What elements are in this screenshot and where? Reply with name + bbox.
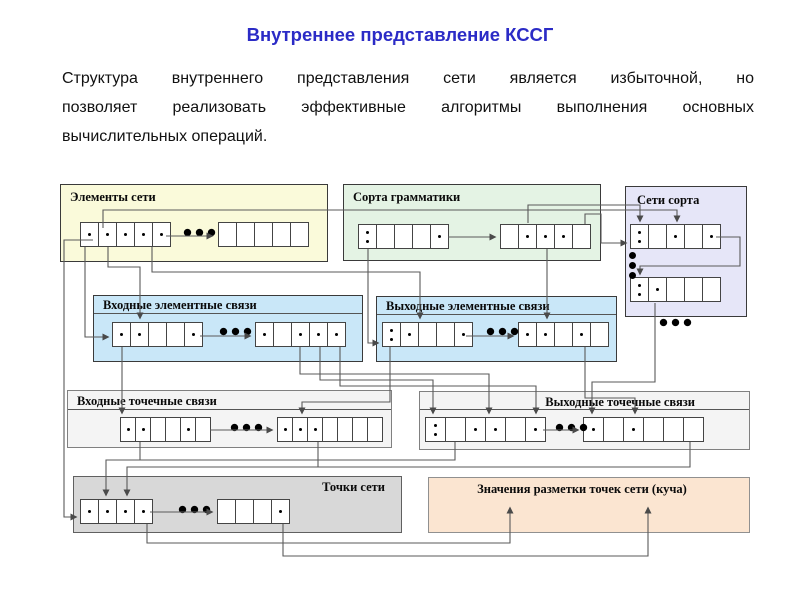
cell-array [120,417,211,442]
memory-cell [291,322,310,347]
memory-cell [666,224,685,249]
memory-cell [418,322,437,347]
memory-cell [180,417,196,442]
memory-cell [255,322,274,347]
memory-cell [271,499,290,524]
memory-cell [572,322,591,347]
memory-cell [518,224,537,249]
body-line: вычислительных операций. [62,128,268,145]
memory-cell [337,417,353,442]
label-separator [68,409,391,410]
memory-cell [663,417,684,442]
box-label: Выходные точечные связи [545,395,695,409]
memory-cell [217,499,236,524]
memory-cell [536,224,555,249]
memory-cell [505,417,526,442]
memory-cell [254,222,273,247]
memory-cell [80,499,99,524]
memory-cell [436,322,455,347]
memory-cell [134,222,153,247]
memory-cell [554,322,573,347]
memory-cell [666,277,685,302]
cell-array [630,224,721,249]
memory-cell [272,222,291,247]
memory-cell [367,417,383,442]
memory-cell [412,224,431,249]
memory-cell [683,417,704,442]
cell-array [518,322,609,347]
memory-cell [218,222,237,247]
memory-cell [358,224,377,249]
memory-cell [116,499,135,524]
box-label: Сорта грамматики [353,190,461,204]
memory-cell [290,222,309,247]
cell-array [80,222,171,247]
slide-body-text [62,64,754,151]
memory-cell [684,224,703,249]
memory-cell [112,322,131,347]
memory-cell [554,224,573,249]
memory-cell [150,417,166,442]
body-line: позволяет реализовать эффективные алгоритмы выполнения основных [62,99,754,116]
memory-cell [327,322,346,347]
memory-cell [425,417,446,442]
memory-cell [236,222,255,247]
memory-cell [623,417,644,442]
memory-cell [465,417,486,442]
memory-cell [394,224,413,249]
cell-array [277,417,383,442]
memory-cell [98,499,117,524]
cell-array [218,222,309,247]
cell-array [425,417,546,442]
cell-array [80,499,153,524]
ellipsis-dots [486,327,519,336]
memory-cell [120,417,136,442]
ellipsis-dots [183,228,216,237]
memory-cell [572,224,591,249]
memory-cell [648,277,667,302]
box-label: Точки сети [322,480,385,494]
ellipsis-dots [230,423,263,432]
memory-cell [235,499,254,524]
memory-cell [630,224,649,249]
ellipsis-dots [659,318,692,327]
memory-cell [485,417,506,442]
vertical-ellipsis-dots [628,251,637,281]
ellipsis-dots [178,505,211,514]
memory-cell [400,322,419,347]
memory-cell [273,322,292,347]
memory-cell [292,417,308,442]
memory-cell [454,322,473,347]
memory-cell [382,322,401,347]
memory-cell [376,224,395,249]
box-label: Входные элементные связи [103,298,257,312]
memory-cell [445,417,466,442]
memory-cell [702,277,721,302]
memory-cell [134,499,153,524]
memory-cell [500,224,519,249]
memory-cell [166,322,185,347]
memory-cell [253,499,272,524]
box-label: Входные точечные связи [77,394,217,408]
memory-cell [536,322,555,347]
memory-cell [643,417,664,442]
memory-cell [277,417,293,442]
memory-cell [518,322,537,347]
cell-array [583,417,704,442]
memory-cell [648,224,667,249]
memory-cell [352,417,368,442]
memory-cell [184,322,203,347]
cell-array [112,322,203,347]
memory-cell [165,417,181,442]
ellipsis-dots [555,423,588,432]
memory-cell [430,224,449,249]
memory-cell [525,417,546,442]
cell-array [358,224,449,249]
memory-cell [684,277,703,302]
cell-array [630,277,721,302]
box-label: Сети сорта [637,193,700,207]
body-line: Структура внутреннего представления сети является избыточной, но [62,70,754,87]
cell-array [255,322,346,347]
memory-cell [590,322,609,347]
memory-cell [130,322,149,347]
memory-cell [195,417,211,442]
cell-array [217,499,290,524]
ellipsis-dots [219,327,252,336]
box-label: Выходные элементные связи [386,299,550,313]
memory-cell [98,222,117,247]
memory-cell [135,417,151,442]
box-label: Элементы сети [70,190,156,204]
memory-cell [148,322,167,347]
memory-cell [80,222,99,247]
memory-cell [309,322,328,347]
label-separator [94,313,362,314]
memory-cell [603,417,624,442]
cell-array [382,322,473,347]
memory-cell [702,224,721,249]
memory-cell [152,222,171,247]
memory-cell [322,417,338,442]
slide-title: Внутреннее представление КССГ [246,24,554,45]
memory-cell [307,417,323,442]
label-separator [377,314,616,315]
cell-array [500,224,591,249]
memory-cell [116,222,135,247]
box-label: Значения разметки точек сети (куча) [477,482,687,496]
